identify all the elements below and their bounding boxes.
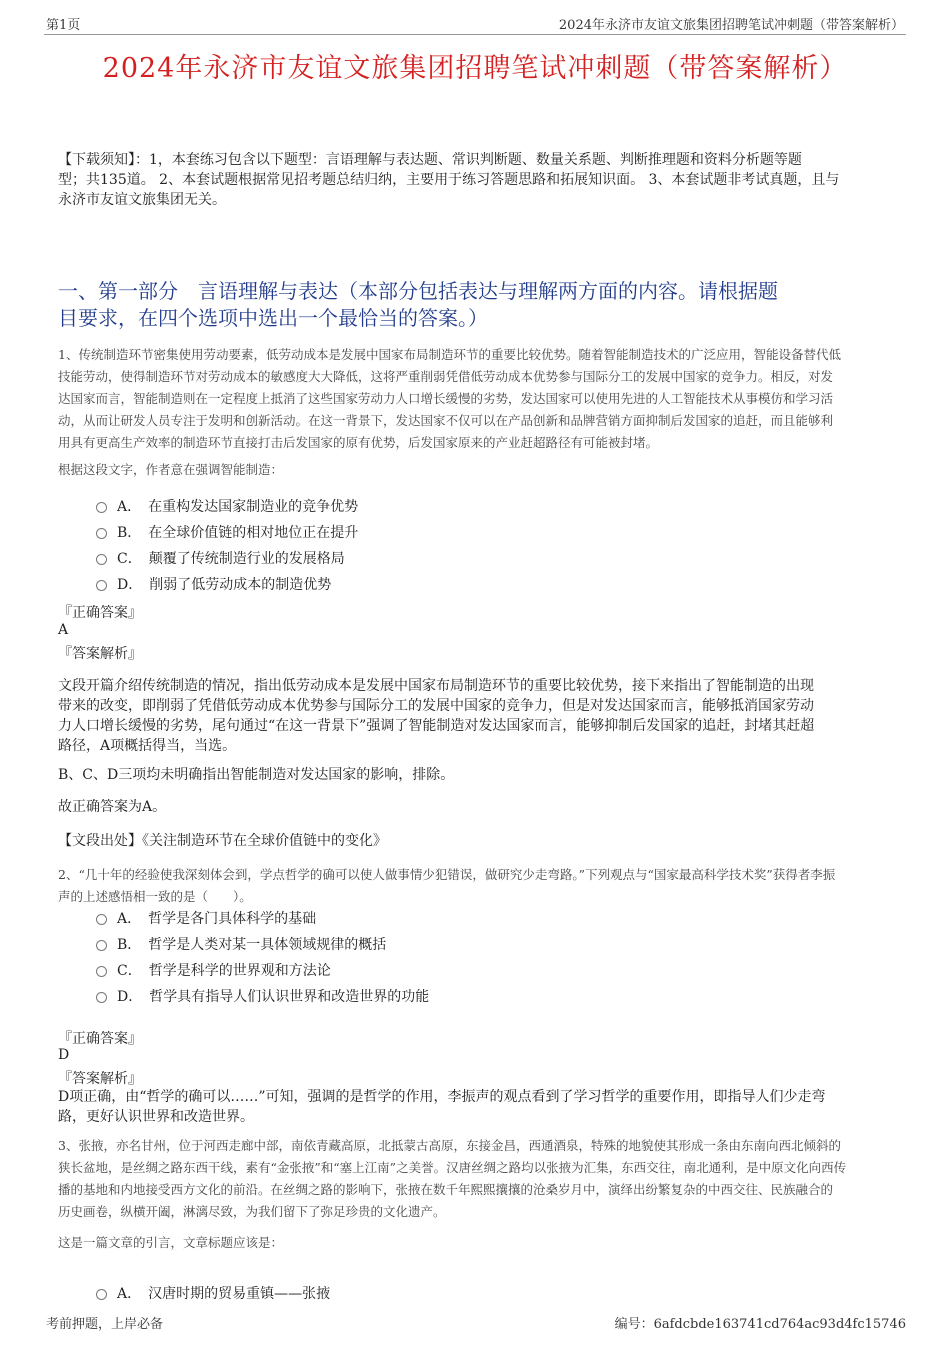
option-label: D． 哲学具有指导人们认识世界和改造世界的功能	[117, 989, 430, 1005]
q1-option-d[interactable]	[96, 574, 331, 594]
option-label: B． 在全球价值链的相对地位正在提升	[117, 525, 359, 541]
notice-line: 型；共135道。 2、本套试题根据常见招考题总结归纳，主要用于练习答题思路和拓展知识面。 3、本套试题非考试真题，且与	[58, 172, 840, 188]
radio-icon[interactable]	[96, 528, 107, 539]
q1-option-b[interactable]	[96, 522, 358, 542]
section-heading-line: 一、第一部分 言语理解与表达（本部分包括表达与理解两方面的内容。请根据题	[58, 279, 778, 303]
radio-icon[interactable]	[96, 966, 107, 977]
q2-analysis-label: 『答案解析』	[58, 1071, 142, 1087]
radio-icon[interactable]	[96, 580, 107, 591]
q1-option-a[interactable]	[96, 496, 358, 516]
q3-option-a[interactable]	[96, 1283, 330, 1303]
page-title: 2024年永济市友谊文旅集团招聘笔试冲刺题（带答案解析）	[102, 53, 848, 84]
question-1-stem	[58, 344, 908, 454]
q2-option-a[interactable]	[96, 908, 316, 928]
q1-analysis	[58, 676, 908, 756]
q1-answer-label: 『正确答案』	[58, 605, 142, 621]
radio-icon[interactable]	[96, 554, 107, 565]
stem-line: 2、“几十年的经验使我深刻体会到，学点哲学的确可以使人做事情少犯错误，做研究少走弯路。”下列观点与“国家最高科学技术奖”获得者李振	[58, 867, 836, 882]
notice-line: 【下载须知】：1，本套练习包含以下题型：言语理解与表达题、常识判断题、数量关系题、判断推理题和资料分析题等题	[58, 152, 802, 168]
stem-line: 历史画卷，纵横开阖，淋漓尽致，为我们留下了弥足珍贵的文化遗产。	[58, 1204, 446, 1219]
q2-option-d[interactable]	[96, 986, 429, 1006]
stem-line: 播的基地和内地接受西方文化的前沿。在丝绸之路的影响下，张掖在数千年熙熙攘攘的沧桑岁月中，演绎出纷繁复杂的中西交往、民族融合的	[58, 1182, 834, 1197]
question-2-stem	[58, 864, 908, 908]
q1-source: 【文段出处】《关注制造环节在全球价值链中的变化》	[58, 833, 387, 849]
option-label: B． 哲学是人类对某一具体领域规律的概括	[117, 937, 387, 953]
notice-line: 永济市友谊文旅集团无关。	[58, 192, 226, 208]
analysis-line: 路径，A项概括得当，当选。	[58, 738, 237, 754]
stem-line: 3、张掖，亦名甘州，位于河西走廊中部，南依青藏高原，北抵蒙古高原，东接金昌，西通酒泉，特殊的地貌使其形成一条由东南向西北倾斜的	[58, 1138, 841, 1153]
analysis-line: 路，更好认识世界和改造世界。	[58, 1109, 254, 1125]
q1-answer: A	[58, 622, 69, 638]
radio-icon[interactable]	[96, 940, 107, 951]
radio-icon[interactable]	[96, 1289, 107, 1300]
analysis-line: 力人口增长缓慢的劣势，尾句通过“在这一背景下”强调了智能制造对发达国家而言，能够抑制后发国家的追赶，封堵其赶超	[58, 718, 815, 734]
q2-answer-label: 『正确答案』	[58, 1031, 142, 1047]
q2-option-b[interactable]	[96, 934, 386, 954]
option-label: A． 在重构发达国家制造业的竞争优势	[117, 499, 359, 515]
footer-slogan: 考前押题，上岸必备	[46, 1317, 164, 1332]
question-1-prompt: 根据这段文字，作者意在强调智能制造：	[58, 462, 284, 477]
radio-icon[interactable]	[96, 992, 107, 1003]
stem-line: 技能劳动，使得制造环节对劳动成本的敏感度大大降低，这将严重削弱凭借低劳动成本优势参与国际分工的发展中国家的竞争力。相反，对发	[58, 369, 834, 384]
option-label: C． 哲学是科学的世界观和方法论	[117, 963, 331, 979]
option-label: D． 削弱了低劳动成本的制造优势	[117, 577, 332, 593]
section-heading	[58, 278, 898, 332]
question-3-prompt: 这是一篇文章的引言，文章标题应该是：	[58, 1235, 284, 1250]
stem-line: 达国家而言，智能制造则在一定程度上抵消了这些国家劳动力人口增长缓慢的劣势，发达国家可以使用先进的人工智能技术从事模仿和学习活	[58, 391, 834, 406]
stem-line: 狭长盆地，是丝绸之路东西干线，素有“金张掖”和“塞上江南”之美誉。汉唐丝绸之路均以张掖为汇集，东西交往，南北通利，是中原文化向西传	[58, 1160, 847, 1175]
q1-exclude: B、C、D三项均未明确指出智能制造对发达国家的影响，排除。	[58, 767, 455, 783]
stem-line: 1、传统制造环节密集使用劳动要素，低劳动成本是发展中国家布局制造环节的重要比较优势。随着智能制造技术的广泛应用，智能设备替代低	[58, 347, 841, 362]
analysis-line: D项正确，由“哲学的确可以……”可知，强调的是哲学的作用，李振声的观点看到了学习哲学的重要作用，即指导人们少走弯	[58, 1089, 826, 1105]
analysis-line: 文段开篇介绍传统制造的情况，指出低劳动成本是发展中国家布局制造环节的重要比较优势，接下来指出了智能制造的出现	[58, 678, 814, 694]
option-label: C． 颠覆了传统制造行业的发展格局	[117, 551, 345, 567]
download-notice	[58, 150, 908, 210]
option-label: A． 汉唐时期的贸易重镇——张掖	[117, 1286, 331, 1302]
header-divider	[44, 34, 906, 35]
q1-option-c[interactable]	[96, 548, 345, 568]
stem-line: 用具有更高生产效率的制造环节直接打击后发国家的原有优势，后发国家原来的产业赶超路径有可能被封堵。	[58, 435, 659, 450]
analysis-line: 带来的改变，即削弱了凭借低劳动成本优势参与国际分工的发展中国家的竞争力，但是对发达国家而言，能够抵消国家劳动	[58, 698, 814, 714]
running-header-title: 2024年永济市友谊文旅集团招聘笔试冲刺题（带答案解析）	[558, 18, 904, 33]
page-number: 第1页	[46, 18, 81, 33]
q1-analysis-label: 『答案解析』	[58, 646, 142, 662]
question-3-stem	[58, 1135, 908, 1223]
q2-option-c[interactable]	[96, 960, 331, 980]
radio-icon[interactable]	[96, 914, 107, 925]
footer-serial: 编号：6afdcbde163741cd764ac93d4fc15746	[614, 1317, 906, 1332]
q1-conclusion: 故正确答案为A。	[58, 799, 167, 815]
option-label: A． 哲学是各门具体科学的基础	[117, 911, 317, 927]
q2-analysis	[58, 1087, 908, 1127]
stem-line: 动，从而让研发人员专注于发明和创新活动。在这一背景下，发达国家不仅可以在产品创新和品牌营销方面抑制后发国家的追赶，而且能够利	[58, 413, 834, 428]
section-heading-line: 目要求，在四个选项中选出一个最恰当的答案。）	[58, 306, 488, 330]
q2-answer: D	[58, 1047, 70, 1063]
stem-line: 声的上述感悟相一致的是（ ）。	[58, 889, 252, 904]
radio-icon[interactable]	[96, 502, 107, 513]
